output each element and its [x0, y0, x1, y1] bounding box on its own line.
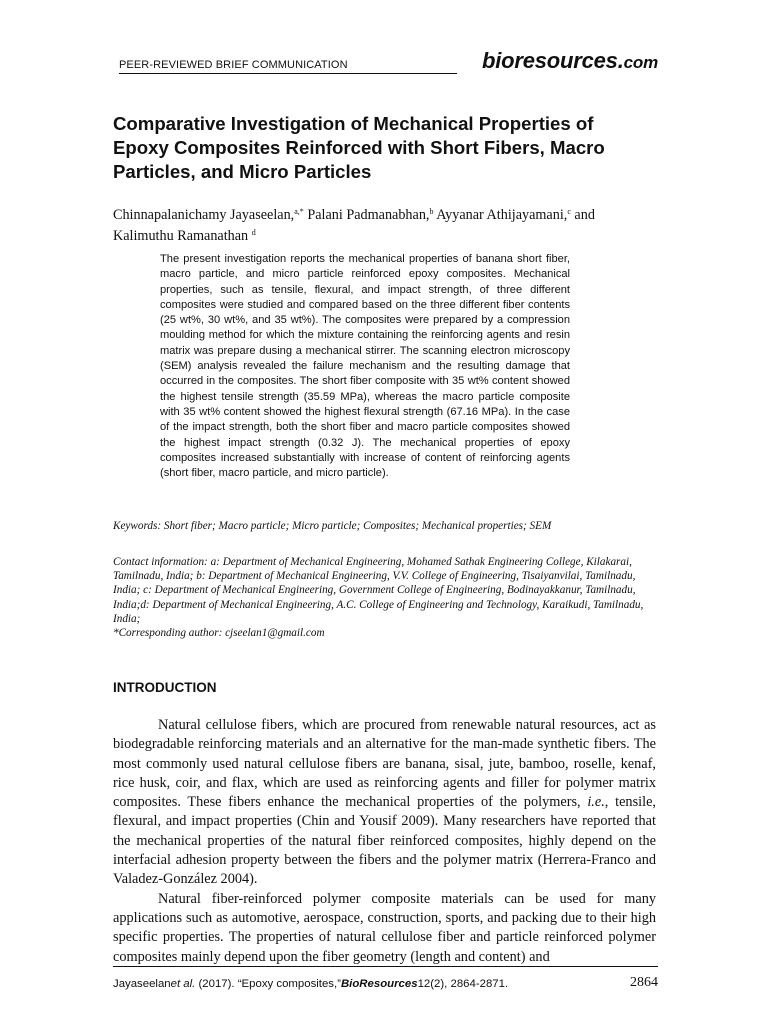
author-affiliation-mark: d	[251, 228, 256, 237]
author-list	[113, 203, 653, 245]
contact-affiliations: Contact information: a: Department of Mechanical Engineering, Mohamed Sathak Engineering College, Kilakarai, Tamilnadu, India; b: Department of Mechanical Engineering, V.V. College of Engineering, Tisaiyanvilai, Tamilnadu, India; c: Department of Mechanical Engineering, Government College of Engineering, Bodinayakkanur, Tamilnadu, India;d: Department of Mechanical Engineering, A.C. College of Engineering and Technology, Karaikudi, Tamilnadu, India;	[113, 556, 644, 625]
header-rule	[119, 73, 457, 74]
author-name: Chinnapalanichamy Jayaseelan,	[113, 207, 295, 223]
citation	[113, 978, 508, 990]
citation-journal: BioResources	[340, 978, 418, 990]
paragraph-text: Natural cellulose fibers, which are procured from renewable natural resources, act as biodegradable reinforcing materials and an alternative for the man-made synthetic fibers. The most commonly used natural cellulose fibers are banana, sisal, jute, bamboo, roselle, kenaf, rice husk, coir, and flax, which are used as reinforcing agents and filler for polymer matrix composites. These fibers enhance the mechanical properties of the polymers,	[113, 717, 656, 811]
footer-rule	[113, 966, 658, 967]
contact-information	[113, 555, 658, 640]
paragraph	[113, 716, 656, 890]
author-affiliation-mark: b	[429, 207, 434, 216]
paragraph-text: i.e.	[587, 794, 605, 811]
journal-brand[interactable]	[482, 48, 658, 74]
running-header	[113, 50, 658, 76]
corresponding-author: *Corresponding author: cjseelan1@gmail.com	[113, 627, 325, 640]
citation-volume: 12(2), 2864-2871.	[417, 978, 509, 990]
paragraph-text: , tensile, flexural, and impact properties (Chin and Yousif 2009). Many researchers have reported that the mechanical properties of the natural fiber reinforced composites, highly depend on the interfacial adhesion property between the fibers and the polymer matrix (Herrera-Franco and Valadez-González 2004).	[113, 794, 656, 888]
section-heading: INTRODUCTION	[113, 680, 217, 695]
author-name: Palani Padmanabhan,	[307, 207, 430, 223]
author-affiliation-mark: a,*	[294, 207, 304, 216]
author-affiliation-mark: c	[567, 207, 571, 216]
page-number: 2864	[630, 975, 658, 990]
author-name: Ayyanar Athijayamani,	[436, 207, 568, 223]
article-title: Comparative Investigation of Mechanical Properties of Epoxy Composites Reinforced with Short Fibers, Macro Particles, and Micro Particles	[113, 113, 605, 182]
keywords	[113, 520, 658, 532]
journal-brand-suffix: com	[623, 53, 658, 72]
author-name: Kalimuthu Ramanathan	[113, 228, 252, 244]
journal-brand-name: bioresources.	[481, 48, 624, 73]
keywords-text: : Short fiber; Macro particle; Micro particle; Composites; Mechanical properties; SEM	[157, 520, 552, 532]
author-separator: and	[570, 207, 595, 223]
citation-etal: et al.	[170, 978, 196, 990]
paragraph-text: Natural fiber-reinforced polymer composite materials can be used for many applications such as automotive, aerospace, construction, sports, and packing due to their high specific properties. The properties of natural cellulose fiber and particle reinforced polymer composites mainly depend upon the fiber geometry (length and content) and	[113, 890, 656, 965]
page-footer	[113, 975, 658, 995]
body-text	[113, 716, 656, 967]
citation-title: (2017). “Epoxy composites,”	[195, 978, 341, 990]
citation-author: Jayaseelan	[113, 978, 171, 990]
abstract: The present investigation reports the mechanical properties of banana short fiber, macro particle, and micro particle reinforced epoxy composites. Mechanical properties, such as tensile, flexural, and impact strength, of three different composites were studied and compared based on the three different fiber contents (25 wt%, 30 wt%, and 35 wt%). The composites were prepared by a compression moulding method for which the mixture containing the reinforcing agents and resin matrix was prepare dusing a mechanical stirrer. The scanning electron microscopy (SEM) analysis revealed the failure mechanism and the resulting damage that occurred in the composites. The short fiber composite with 35 wt% content showed the highest tensile strength (35.59 MPa), whereas the macro particle composite with 35 wt% content showed the highest flexural strength (67.16 MPa). In the case of the impact strength, both the short fiber and macro particle composites showed the highest impact strength (0.32 J). The mechanical properties of epoxy composites increased substantially with increase of content of reinforcing agents (short fiber, macro particle, and micro particle).	[160, 253, 570, 480]
paragraph	[113, 890, 656, 967]
header-label: PEER-REVIEWED BRIEF COMMUNICATION	[119, 59, 348, 71]
keywords-label: Keywords	[113, 520, 158, 532]
